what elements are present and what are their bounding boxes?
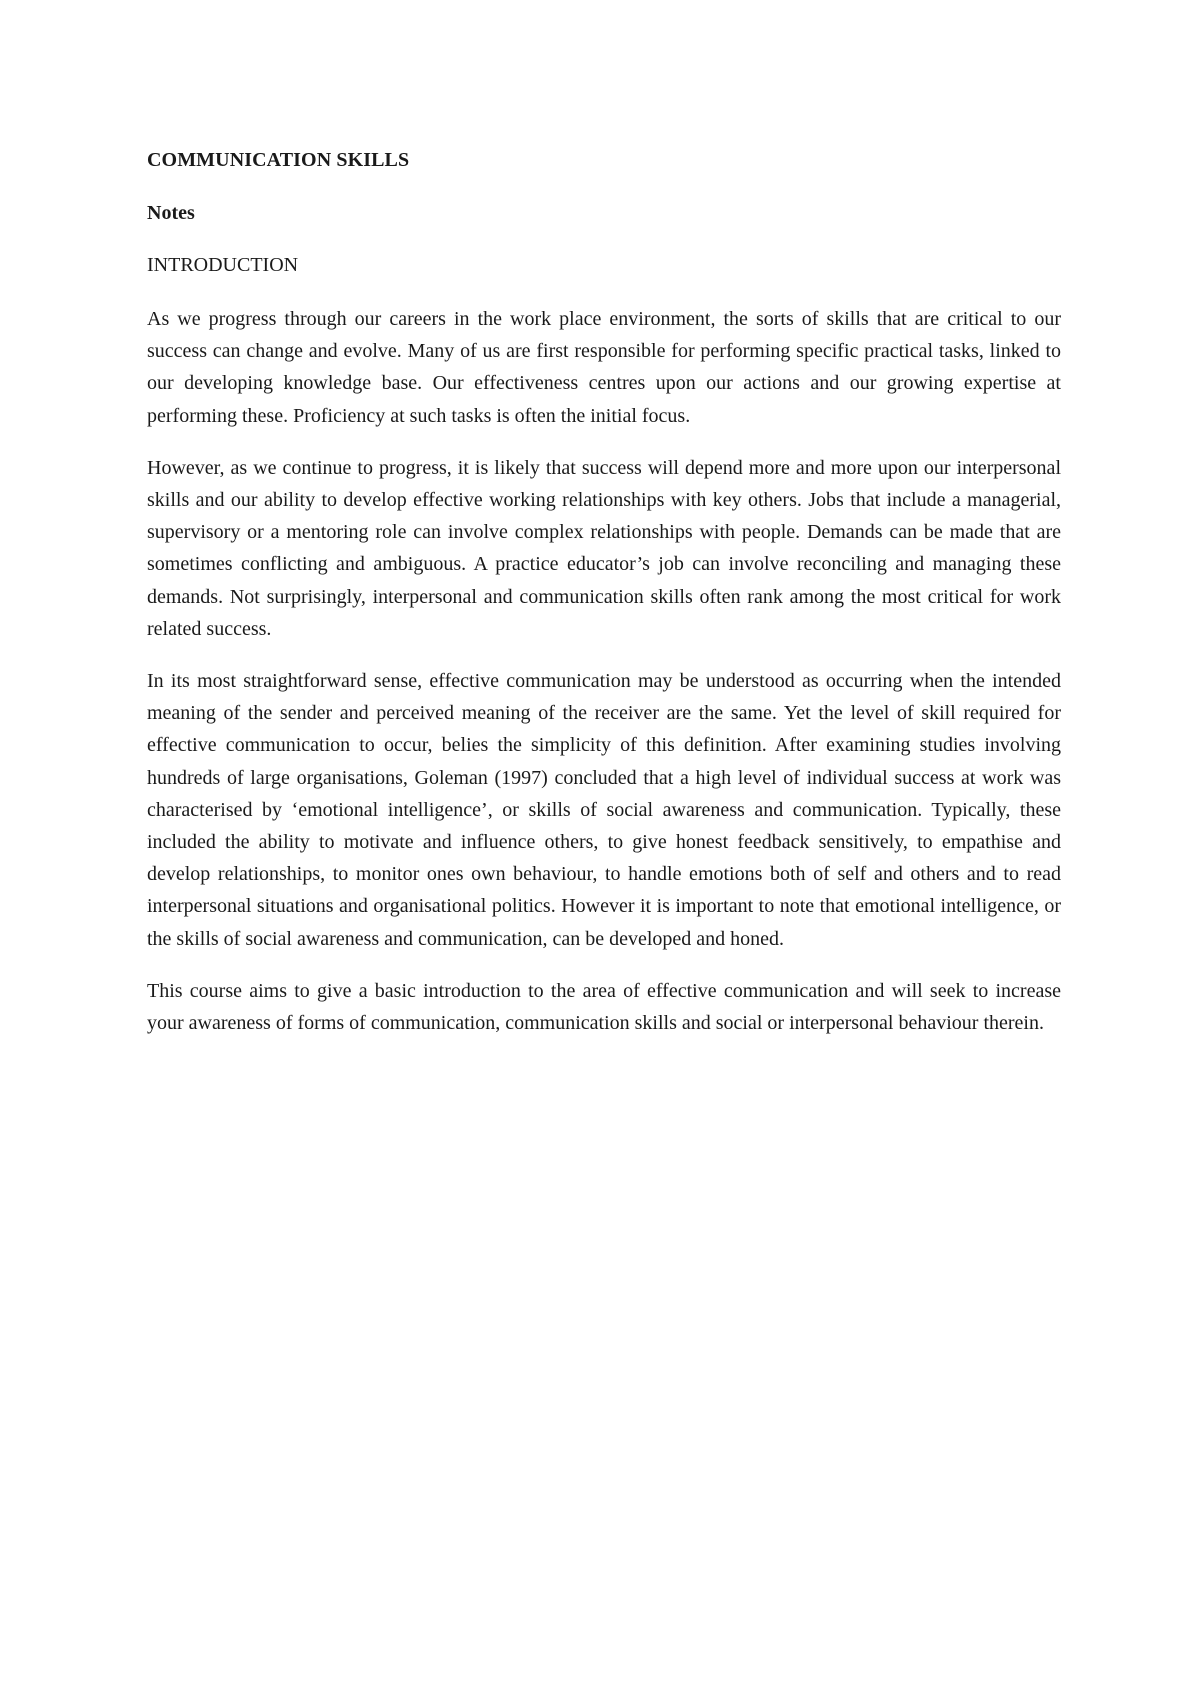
section-heading-introduction: INTRODUCTION — [147, 254, 299, 276]
paragraph-4: This course aims to give a basic introduction to the area of effective communication and will seek to increase your awareness of forms of communication, communication skills and social or interpersonal behaviour therein. — [147, 979, 1061, 1035]
document-subtitle: Notes — [147, 202, 195, 224]
paragraph-1: As we progress through our careers in the work place environment, the sorts of skills that are critical to our success can change and evolve. Many of us are first responsible for performing specific practical tasks, linked to our developing knowledge base. Our effectiveness centres upon our actions and our growing expertise at performing these. Proficiency at such tasks is often the initial focus. — [147, 308, 1061, 427]
paragraph-3: In its most straightforward sense, effective communication may be understood as occurring when the intended meaning of the sender and perceived meaning of the receiver are the same. Yet the level of skill required for effective communication to occur, belies the simplicity of this definition. After examining studies involving hundreds of large organisations, Goleman (1997) concluded that a high level of individual success at work was characterised by ‘emotional intelligence’, or skills of social awareness and communication. Typically, these included the ability to motivate and influence others, to give honest feedback sensitively, to empathise and develop relationships, to monitor ones own behaviour, to handle emotions both of self and others and to read interpersonal situations and organisational politics. However it is important to note that emotional intelligence, or the skills of social awareness and communication, can be developed and honed. — [147, 670, 1061, 950]
document-page — [147, 146, 1061, 1059]
paragraph-2: However, as we continue to progress, it is likely that success will depend more and more upon our interpersonal skills and our ability to develop effective working relationships with key others. Jobs that include a managerial, supervisory or a mentoring role can involve complex relationships with people. Demands can be made that are sometimes conflicting and ambiguous. A practice educator’s job can involve reconciling and managing these demands. Not surprisingly, interpersonal and communication skills often rank among the most critical for work related success. — [147, 456, 1061, 640]
document-title: COMMUNICATION SKILLS — [147, 149, 410, 171]
